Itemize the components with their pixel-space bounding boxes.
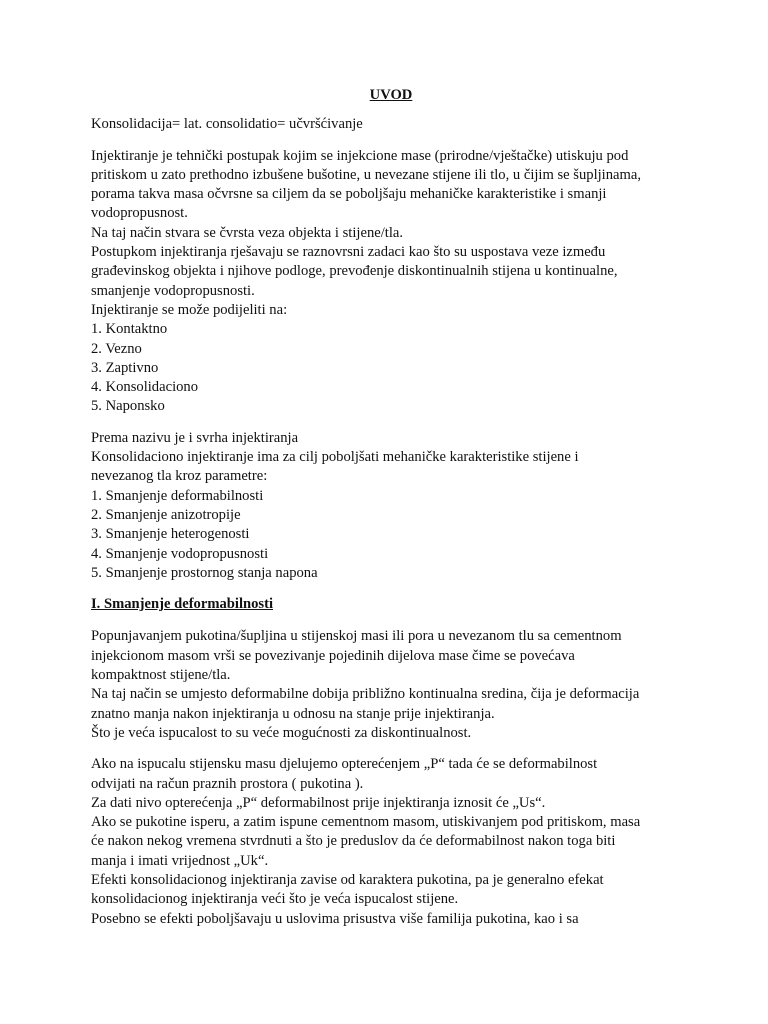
text-line: odvijati na račun praznih prostora ( pukotina ). bbox=[91, 775, 364, 792]
list-item: 3. Zaptivno bbox=[91, 359, 159, 376]
text-line: znatno manja nakon injektiranja u odnosu na stanje prije injektiranja. bbox=[91, 705, 495, 722]
list-item: 3. Smanjenje heterogenosti bbox=[91, 526, 250, 543]
text-line: Na taj način stvara se čvrsta veza objekta i stijene/tla. bbox=[91, 224, 404, 241]
document-title: UVOD bbox=[369, 87, 413, 103]
section-heading: I. Smanjenje deformabilnosti bbox=[91, 596, 274, 613]
list-item: 2. Smanjenje anizotropije bbox=[91, 506, 241, 523]
list-item: 2. Vezno bbox=[91, 340, 142, 357]
text-line: Prema nazivu je i svrha injektiranja bbox=[91, 429, 299, 446]
list-item: 4. Smanjenje vodopropusnosti bbox=[91, 545, 269, 562]
list-item: 4. Konsolidaciono bbox=[91, 379, 199, 396]
text-line: Na taj način se umjesto deformabilne dobija približno kontinualna sredina, čija je deformacija bbox=[91, 686, 640, 703]
text-line: Posebno se efekti poboljšavaju u uslovima prisustva više familija pukotina, kao i sa bbox=[91, 910, 579, 927]
text-line: manja i imati vrijednost „Uk“. bbox=[91, 852, 269, 869]
text-line: građevinskog objekta i njihove podloge, prevođenje diskontinualnih stijena u kontinualne, bbox=[91, 263, 618, 280]
paragraph-opterecenje bbox=[91, 755, 691, 929]
text-line: Popunjavanjem pukotina/šupljina u stijenskoj masi ili pora u nevezanom tlu sa cementnom bbox=[91, 628, 622, 645]
paragraph-svrha bbox=[91, 429, 691, 583]
text-line: Konsolidaciono injektiranje ima za cilj poboljšati mehaničke karakteristike stijene i bbox=[91, 449, 579, 466]
text-line: Postupkom injektiranja rješavaju se raznovrsni zadaci kao što su uspostava veze između bbox=[91, 244, 606, 261]
list-item: 5. Naponsko bbox=[91, 398, 165, 415]
text-line: Ako se pukotine isperu, a zatim ispune cementnom masom, utiskivanjem pod pritiskom, masa bbox=[91, 814, 641, 831]
text-line: injekcionom masom vrši se povezivanje pojedinih dijelova mase čime se povećava bbox=[91, 647, 575, 664]
text-line: Injektiranje se može podijeliti na: bbox=[91, 301, 288, 318]
paragraph-popunjavanje bbox=[91, 627, 691, 743]
text-line: nevezanog tla kroz parametre: bbox=[91, 468, 268, 485]
text-line: će nakon nekog vremena stvrdnuti a što je preduslov da će deformabilnost nakon toga biti bbox=[91, 833, 616, 850]
text-line: Za dati nivo opterećenja „P“ deformabilnost prije injektiranja iznosit će „Us“. bbox=[91, 794, 546, 811]
list-item: 1. Kontaktno bbox=[91, 321, 168, 338]
text-line: smanjenje vodopropusnosti. bbox=[91, 282, 255, 299]
text-line: vodopropusnost. bbox=[91, 205, 188, 222]
list-item: 1. Smanjenje deformabilnosti bbox=[91, 487, 264, 504]
list-item: 5. Smanjenje prostornog stanja napona bbox=[91, 564, 318, 581]
text-line: porama takva masa očvrsne sa ciljem da se poboljšaju mehaničke karakteristike i smanji bbox=[91, 186, 607, 203]
text-line: Ako na ispucalu stijensku masu djelujemo opterećenjem „P“ tada će se deformabilnost bbox=[91, 756, 598, 773]
text-line: kompaktnost stijene/tla. bbox=[91, 667, 231, 684]
text-line: konsolidacionog injektiranja veći što je veća ispucalost stijene. bbox=[91, 891, 459, 908]
document-body bbox=[91, 86, 691, 941]
text-line: pritiskom u zato prethodno izbušene bušotine, u nevezane stijene ili tlo, u čijim se šupljinama, bbox=[91, 166, 641, 183]
text-line: Injektiranje je tehnički postupak kojim se injekcione mase (prirodne/vještačke) utiskuju pod bbox=[91, 147, 629, 164]
text-line: Efekti konsolidacionog injektiranja zavise od karaktera pukotina, pa je generalno efekat bbox=[91, 871, 604, 888]
intro-line: Konsolidacija= lat. consolidatio= učvršćivanje bbox=[91, 116, 363, 133]
paragraph-injektiranje bbox=[91, 147, 691, 417]
text-line: Što je veća ispucalost to su veće mogućnosti za diskontinualnost. bbox=[91, 724, 472, 741]
